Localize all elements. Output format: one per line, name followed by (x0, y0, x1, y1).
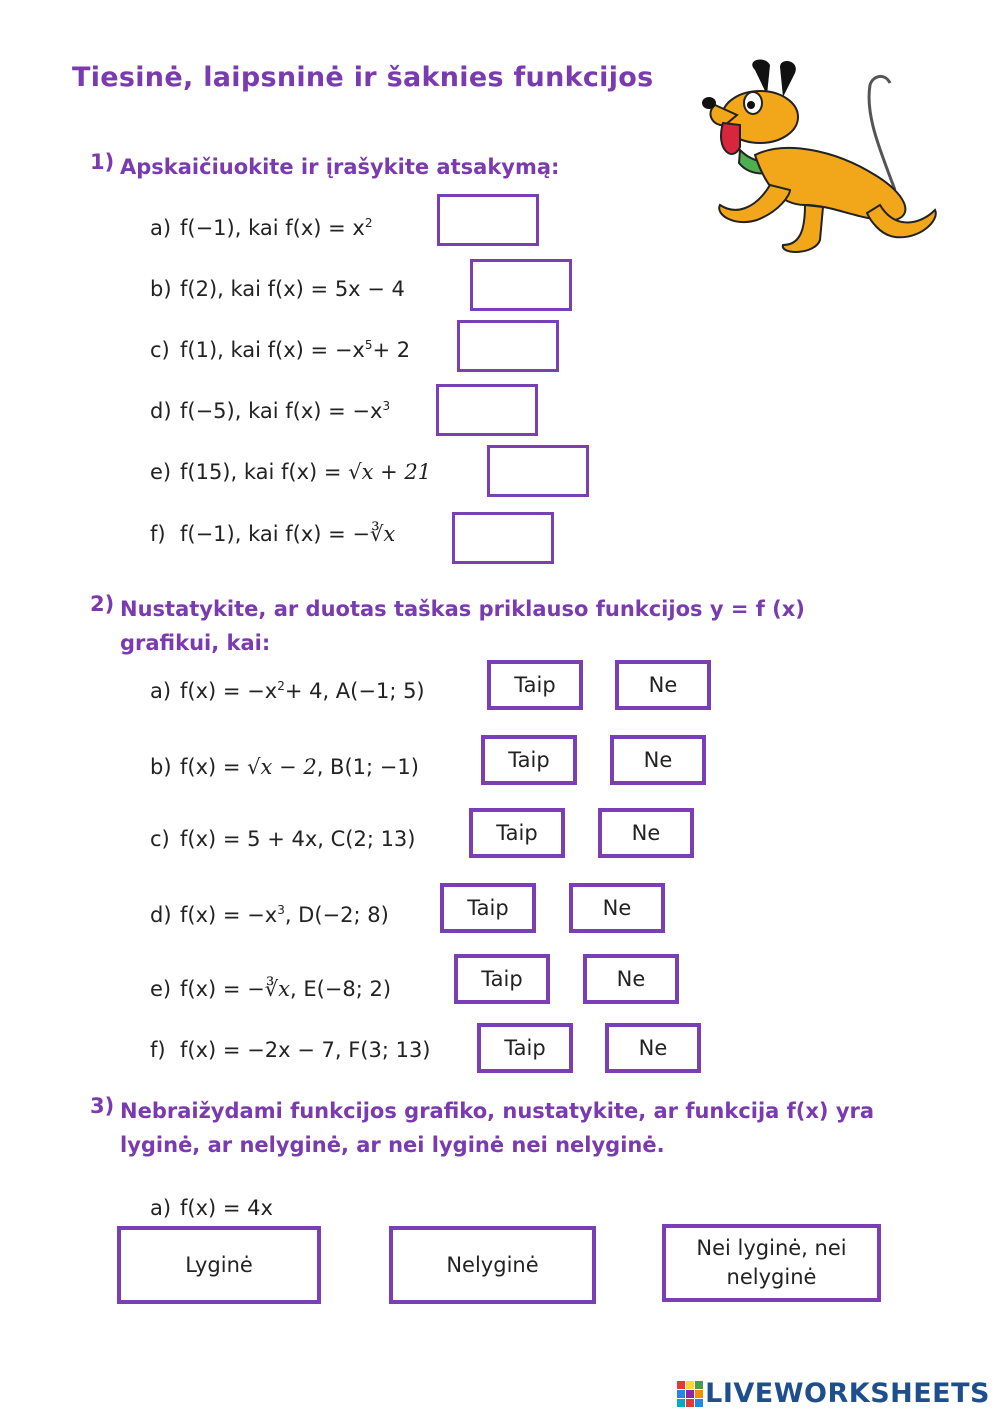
question-3-line-2: lyginė, ar nelyginė, ar nei lyginė nei nelyginė. (120, 1133, 665, 1157)
q1-item-e: e) f(15), kai f(x) = √x + 21 (150, 460, 432, 484)
q2-f-no-button[interactable]: Ne (605, 1023, 701, 1073)
q2-e-yes-button[interactable]: Taip (454, 954, 550, 1004)
page-title: Tiesinė, laipsninė ir šaknies funkcijos (72, 62, 654, 93)
question-2-line-1: Nustatykite, ar duotas taškas priklauso funkcijos y = f (x) (120, 597, 805, 621)
q1-answer-input-b[interactable] (470, 259, 572, 311)
q2-c-no-button[interactable]: Ne (598, 808, 694, 858)
q2-d-no-button[interactable]: Ne (569, 883, 665, 933)
q2-item-c: c) f(x) = 5 + 4x, C(2; 13) (150, 827, 416, 851)
q1-answer-input-a[interactable] (437, 194, 539, 246)
q1-answer-input-f[interactable] (452, 512, 554, 564)
q1-answer-input-e[interactable] (487, 445, 589, 497)
question-3-heading (90, 1094, 970, 1164)
q3-option-even-button[interactable]: Lyginė (117, 1226, 321, 1304)
pluto-dog-illustration (695, 55, 945, 260)
liveworksheets-logo-icon (677, 1381, 703, 1407)
q3-option-odd-button[interactable]: Nelyginė (389, 1226, 596, 1304)
q2-b-yes-button[interactable]: Taip (481, 735, 577, 785)
question-1-heading (90, 150, 690, 184)
question-3-number: 3) (90, 1094, 115, 1118)
q2-b-no-button[interactable]: Ne (610, 735, 706, 785)
question-1-number: 1) (90, 150, 115, 174)
q2-item-f: f) f(x) = −2x − 7, F(3; 13) (150, 1038, 431, 1062)
q1-item-c: c) f(1), kai $f(x) = -x^5+ 2$ (150, 338, 411, 362)
q2-d-yes-button[interactable]: Taip (440, 883, 536, 933)
q1-answer-input-d[interactable] (436, 384, 538, 436)
q1-answer-input-c[interactable] (457, 320, 559, 372)
q2-item-b: b) f(x) = √x − 2, B(1; −1) (150, 755, 419, 779)
q1-item-d: d) f(−5), kai $f(x) = -x^3$ (150, 399, 391, 423)
q1-item-b: b) f(2), kai f(x) = 5x − 4 (150, 277, 405, 301)
question-2-line-2: grafikui, kai: (120, 631, 271, 655)
question-3-line-1: Nebraižydami funkcijos grafiko, nustatykite, ar funkcija f(x) yra (120, 1099, 875, 1123)
q2-e-no-button[interactable]: Ne (583, 954, 679, 1004)
question-2-number: 2) (90, 592, 115, 616)
question-1-text: Apskaičiuokite ir įrašykite atsakymą: (120, 155, 560, 179)
q1-item-a: a) f(−1), kai $f(x) = x^2$ (150, 216, 373, 240)
question-2-heading (90, 592, 890, 662)
q2-f-yes-button[interactable]: Taip (477, 1023, 573, 1073)
q2-a-yes-button[interactable]: Taip (487, 660, 583, 710)
q2-item-e: e) f(x) = −∛x, E(−8; 2) (150, 977, 392, 1001)
q2-a-no-button[interactable]: Ne (615, 660, 711, 710)
q2-item-a: a) $f(x) = -x^2+ 4$, A(−1; 5) (150, 679, 425, 703)
q3-item-a: a) f(x) = 4x (150, 1196, 273, 1220)
q3-option-neither-button[interactable]: Nei lyginė, nei nelyginė (662, 1224, 881, 1302)
q2-c-yes-button[interactable]: Taip (469, 808, 565, 858)
liveworksheets-logo (677, 1378, 990, 1409)
logo-brand-text: LIVEWORKSHEETS (705, 1378, 990, 1409)
q1-item-f: f) f(−1), kai f(x) = −∛x (150, 522, 396, 546)
q2-item-d: d) $f(x) = -x^3$, D(−2; 8) (150, 903, 389, 927)
